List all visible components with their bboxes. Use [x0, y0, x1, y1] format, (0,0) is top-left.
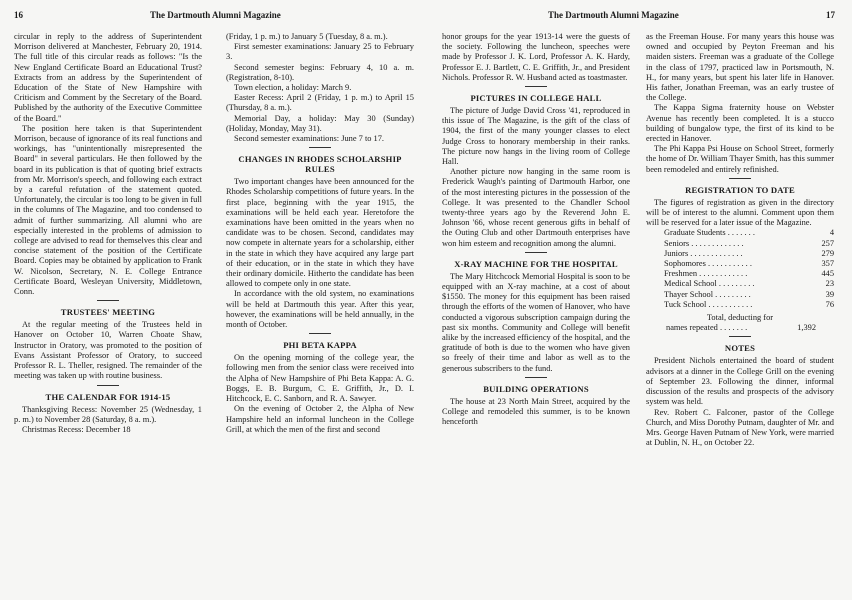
divider	[729, 336, 751, 337]
section-heading: REGISTRATION TO DATE	[685, 184, 795, 195]
paragraph: Second semester begins: February 4, 10 a. m. (Registration, 8-10).	[226, 62, 414, 82]
paragraph: The Kappa Sigma fraternity house on Webster Avenue has recently been completed. It is a stucco building of bungalow type, the first of its kind to be erected in Hanover.	[646, 103, 834, 144]
total-line	[646, 323, 834, 333]
registration-label: Tuck School	[664, 299, 707, 309]
divider	[309, 147, 331, 148]
paragraph: (Friday, 1 p. m.) to January 5 (Tuesday, 8 a. m.).	[226, 32, 388, 41]
registration-total	[646, 313, 834, 333]
registration-table	[646, 228, 834, 310]
table-row	[646, 300, 834, 310]
registration-label: Freshmen	[664, 269, 698, 279]
divider	[729, 178, 751, 179]
paragraph: Memorial Day, a holiday: May 30 (Sunday) (Holiday, Monday, May 31).	[226, 113, 414, 133]
registration-value: 357	[821, 259, 834, 269]
paragraph: At the regular meeting of the Trustees held in Hanover on October 10, Warren Choate Shaw, Instructor in Oratory, was promoted to the position of Evans Assistant Professor of Oratory, to succeed Professor R. L. Theller, resigned. The remainder of the meeting was taken up with routine business.	[14, 320, 202, 381]
left-column-1	[14, 32, 202, 435]
table-row	[646, 259, 834, 269]
left-column-2	[226, 32, 414, 435]
total-dots: . . . . . . .	[717, 323, 748, 333]
section-heading: PHI BETA KAPPA	[283, 340, 357, 351]
total-label-line-2: names repeated	[666, 323, 718, 333]
paragraph: On the opening morning of the college year, the following men from the senior class were received into the Alpha of New Hampshire of Phi Beta Kappa: A. G. Boggs, E. B. Burgum, C. E. Griffith, Jr., D. I. Hitchcock, E. C. Sanborn, and R. A. Sawyer.	[226, 353, 414, 404]
registration-dots: . . . . . . . . . . . . .	[688, 248, 743, 258]
total-value: 1,392	[797, 323, 816, 333]
section-heading: TRUSTEES' MEETING	[60, 307, 156, 318]
paragraph: as the Freeman House. For many years this house was owned and occupied by Peyton Freeman and his maiden sisters. Freeman was a graduate of the College in the class of 1797, practiced law in Portsmouth, N. H., for many years, but spent his later life in Hanover. His father, Jonathan Freeman, was an early trustee of the College.	[646, 32, 834, 103]
page-number: 17	[826, 10, 835, 20]
page-number: 16	[14, 10, 23, 20]
registration-value: 445	[821, 269, 834, 279]
registration-value: 4	[829, 228, 834, 238]
registration-dots: . . . . . . . . . . .	[706, 299, 753, 309]
registration-label: Sophomores	[664, 259, 706, 269]
paragraph: honor groups for the year 1913-14 were the guests of the society. Following the luncheon, speeches were made by Professor J. K. Lord, Professor A. K. Hardy, Professor E. J. Bartlett, C. E. Griffith, Jr., and President Nichols. Professor R. W. Husband acted as toastmaster.	[442, 32, 630, 82]
right-page	[430, 0, 852, 600]
divider	[525, 377, 547, 378]
paragraph: The Mary Hitchcock Memorial Hospital is soon to be equipped with an X-ray machine, at a cost of about $1550. The money for this equipment has been raised through the efforts of the women of Hanover, who have conducted a vigorous subscription campaign during the past six months. Community and College will benefit alike by the increased efficiency of the hospital, and the gratitude of both is due to the women who have given so freely of their time and labor as well as to the generous subscribers to the fund.	[442, 271, 630, 373]
registration-value: 23	[825, 279, 834, 289]
paragraph: In accordance with the old system, no examinations will be held at Dartmouth this year. After this year, however, the examinations will be held annually, in the month of October.	[226, 289, 414, 330]
paragraph: The figures of registration as given in the directory will be of interest to the alumni. Comment upon them will be reserved for a later issue of the Magazine.	[646, 197, 834, 228]
divider	[97, 300, 119, 301]
paragraph: Christmas Recess: December 18	[22, 424, 131, 434]
registration-dots: . . . . . . . . .	[716, 279, 755, 289]
paragraph: Two important changes have been announced for the Rhodes Scholarship competitions of future years. In the first place, beginning with the year 1915, the examinations will be held each year. Heretofore the examinations have been omitted in the years when no candidate was to be chosen. Second, candidates may now compete in alternate years for a scholarship, either in the state in which they have acquired any large part of their education, or in the state in which they have their ordinary domicile. Hitherto the candidate has been allowed to compete only in one state.	[226, 177, 414, 289]
paragraph: Town election, a holiday: March 9.	[234, 83, 352, 93]
registration-label: Medical School	[664, 279, 717, 289]
divider	[525, 86, 547, 87]
table-row	[646, 290, 834, 300]
registration-dots: . . . . . . . . . . .	[705, 259, 752, 269]
paragraph: The position here taken is that Superintendent Morrison, because of ignorance of its real functions and workings, has "unintentionally misrepresented the Board" in several particulars. He then followed by the board in its publication is that of quoting brief extracts from Mr. Morrison's speech, and following each extract by a careful refutation of the statement quoted. Unfortunately, the circular is too long to be given in full in the columns of The Magazine, and too condensed to admit of further summarizing. All alumni who are especially interested in the problems of admission to college are advised to read for themselves this clear and concise statement of the position of the Certificate Board. Copies may be obtained by application to Frank W. Nicolson, Secretary, N. E. College Entrance Certificate Board, Wesleyan University, Middletown, Conn.	[14, 123, 202, 297]
registration-dots: . . . . . . .	[725, 228, 755, 238]
registration-value: 279	[821, 248, 834, 258]
registration-dots: . . . . . . . . . . . . .	[689, 238, 744, 248]
registration-label: Seniors	[664, 238, 690, 248]
section-heading: BUILDING OPERATIONS	[483, 383, 589, 394]
table-row	[646, 228, 834, 238]
paragraph: The picture of Judge David Cross '41, reproduced in this issue of The Magazine, is the gift of the class of 1904, the first of the many younger classes to elect Judge Cross to honorary membership in their ranks. The picture now hangs in the living room of College Hall.	[442, 106, 630, 167]
right-column-1	[442, 32, 630, 428]
section-heading: PICTURES IN COLLEGE HALL	[470, 93, 602, 104]
total-label-line-1: Total, deducting for	[706, 313, 774, 323]
running-title: The Dartmouth Alumni Magazine	[548, 10, 679, 20]
registration-label: Juniors	[664, 248, 689, 258]
paragraph: On the evening of October 2, the Alpha of New Hampshire held an informal luncheon in the College Grill, at which the men of the first and second	[226, 404, 414, 434]
divider	[309, 333, 331, 334]
paragraph: Rev. Robert C. Falconer, pastor of the College Church, and Miss Dorothy Putnam, daughter of Mr. and Mrs. George Haven Putnam of New York, were married at Dublin, N. H., on October 22.	[646, 407, 834, 448]
table-row	[646, 279, 834, 289]
table-row	[646, 269, 834, 279]
paragraph: circular in reply to the address of Superintendent Morrison delivered at Manchester, February 20, 1914. The full title of this circular reads as follows: "Is the New England Certificate Board an Educational Trust? Extracts from an address by the Superintendent of Education of the State of New Hampshire with Criticism and Comment by the Secretary of the Board. Published by the authority of the Executive Committee of the Board."	[14, 32, 202, 123]
paragraph: Thanksgiving Recess: November 25 (Wednesday, 1 p. m.) to November 28 (Saturday, 8 a. m.).	[14, 404, 202, 424]
paragraph: President Nichols entertained the board of student advisors at a dinner in the College Grill on the evening of September 23. Following the dinner, informal discussion of the results and prospects of the advisory system was held.	[646, 356, 834, 407]
registration-dots: . . . . . . . . .	[713, 289, 751, 299]
divider	[97, 385, 119, 386]
registration-label: Thayer School	[664, 289, 714, 299]
registration-value: 39	[825, 289, 834, 299]
section-heading: CHANGES IN RHODES SCHOLARSHIP RULES	[238, 154, 402, 175]
registration-dots: . . . . . . . . . . . .	[697, 269, 748, 279]
right-column-2	[646, 32, 834, 448]
paragraph: The Phi Kappa Psi House on School Street, formerly the home of Dr. William Thayer Smith, has this summer been remodeled and entirely refinished.	[646, 144, 834, 174]
paragraph: Second semester examinations: June 7 to 17.	[234, 134, 385, 144]
table-row	[646, 239, 834, 249]
running-title: The Dartmouth Alumni Magazine	[150, 10, 281, 20]
section-heading: X-RAY MACHINE FOR THE HOSPITAL	[454, 258, 618, 269]
registration-label: Graduate Students	[664, 228, 726, 238]
paragraph: First semester examinations: January 25 to February 3.	[226, 42, 414, 62]
registration-value: 257	[821, 238, 834, 248]
divider	[525, 252, 547, 253]
table-row	[646, 249, 834, 259]
section-heading: THE CALENDAR FOR 1914-15	[45, 391, 171, 402]
paragraph: Another picture now hanging in the same room is Frederick Waugh's painting of Dartmouth Harbor, one of the most interesting pictures in the possession of the College. It was presented to the Chandler School twenty-three years ago by the Reverend John E. Johnson '66, whose recent generous gifts in behalf of the Outing Club and other Dartmouth enterprises have won him esteem and recognition among the alumni.	[442, 167, 630, 248]
paragraph: Easter Recess: April 2 (Friday, 1 p. m.) to April 15 (Thursday, 8 a. m.).	[226, 93, 414, 113]
section-heading: NOTES	[724, 343, 756, 354]
paragraph: The house at 23 North Main Street, acquired by the College and remodeled this summer, is to be known henceforth	[442, 396, 630, 427]
registration-value: 76	[825, 299, 834, 309]
